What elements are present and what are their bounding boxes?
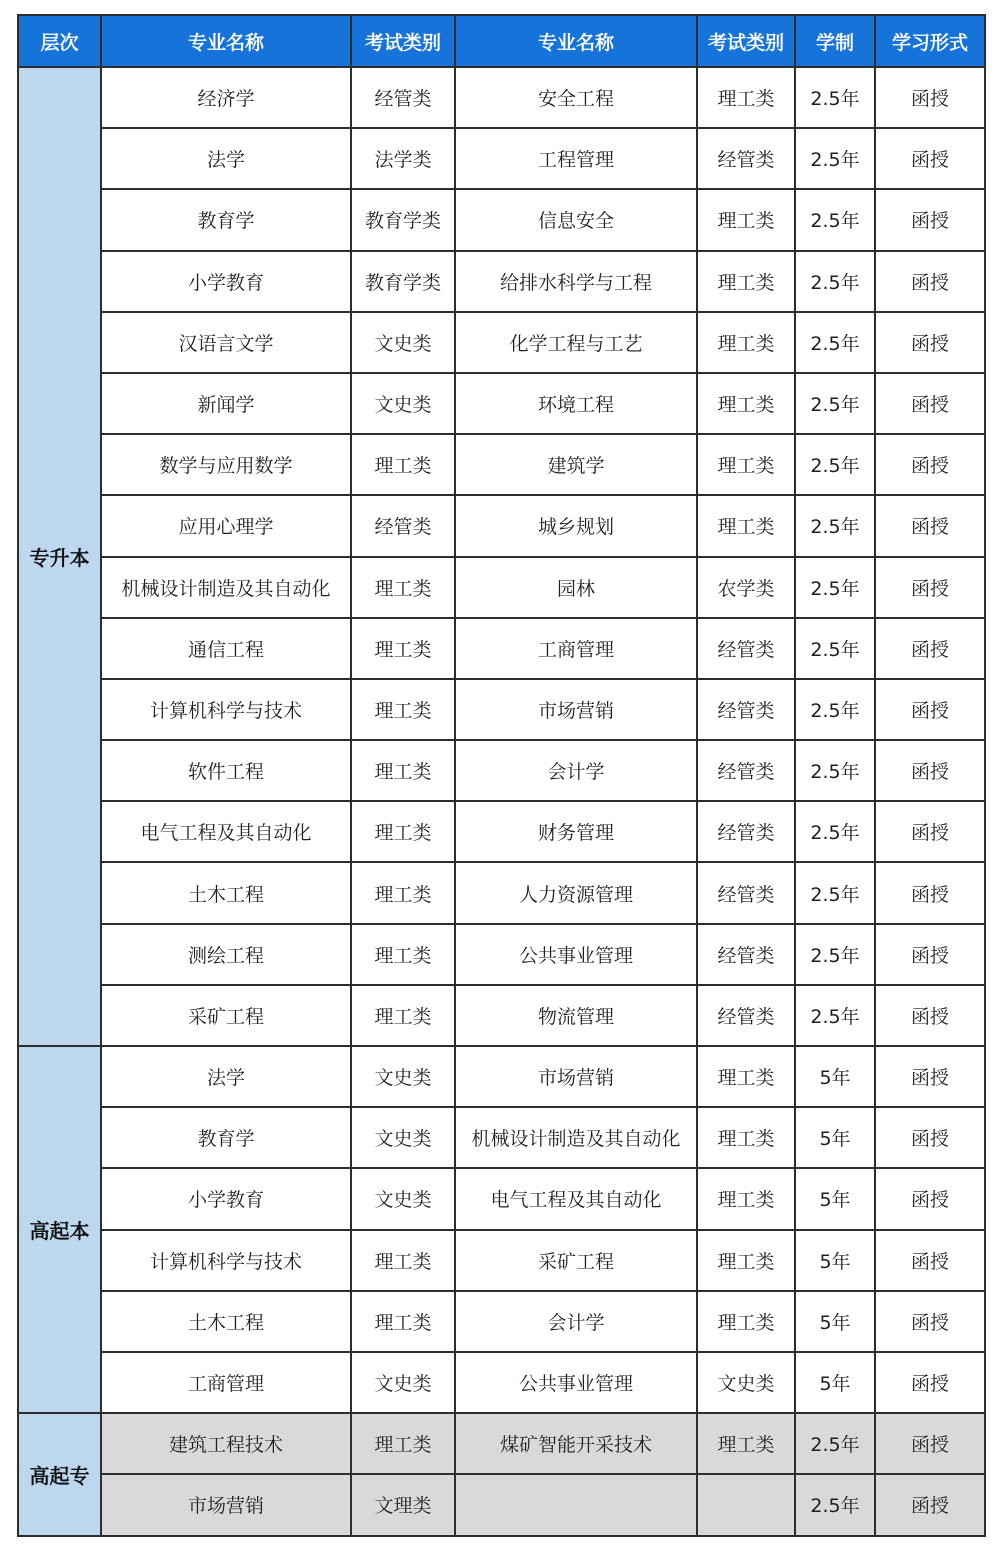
exam-category-1-cell: 理工类 [351,924,455,985]
table-row [18,373,985,434]
level-cell: 高起本 [18,1046,101,1413]
exam-category-2-cell: 理工类 [697,434,795,495]
exam-category-2-cell: 经管类 [697,985,795,1046]
major-name-2-cell: 安全工程 [455,67,697,128]
study-form-cell: 函授 [875,1474,985,1535]
header-study-form: 学习形式 [875,15,985,67]
major-name-1-cell: 土木工程 [101,1291,351,1352]
major-name-2-cell: 人力资源管理 [455,862,697,923]
table-row [18,1046,985,1107]
exam-category-1-cell: 法学类 [351,128,455,189]
study-form-cell: 函授 [875,679,985,740]
exam-category-1-cell: 理工类 [351,618,455,679]
major-name-2-cell: 财务管理 [455,801,697,862]
study-form-cell: 函授 [875,128,985,189]
table-row [18,801,985,862]
major-name-2-cell: 市场营销 [455,1046,697,1107]
table-row [18,985,985,1046]
study-form-cell: 函授 [875,1413,985,1474]
major-name-2-cell: 给排水科学与工程 [455,251,697,312]
table-row [18,740,985,801]
majors-table [17,14,986,1537]
table-row [18,679,985,740]
major-name-1-cell: 教育学 [101,189,351,250]
duration-cell: 2.5年 [795,862,875,923]
major-name-2-cell: 电气工程及其自动化 [455,1168,697,1229]
study-form-cell: 函授 [875,1046,985,1107]
study-form-cell: 函授 [875,801,985,862]
exam-category-1-cell: 文史类 [351,1046,455,1107]
study-form-cell: 函授 [875,373,985,434]
header-row [18,15,985,67]
exam-category-2-cell: 经管类 [697,740,795,801]
duration-cell: 5年 [795,1046,875,1107]
major-name-1-cell: 机械设计制造及其自动化 [101,557,351,618]
exam-category-2-cell: 经管类 [697,128,795,189]
major-name-2-cell: 公共事业管理 [455,924,697,985]
major-name-2-cell [455,1474,697,1535]
exam-category-2-cell: 理工类 [697,251,795,312]
major-name-2-cell: 市场营销 [455,679,697,740]
duration-cell: 2.5年 [795,557,875,618]
exam-category-2-cell: 经管类 [697,679,795,740]
exam-category-1-cell: 经管类 [351,67,455,128]
table-row [18,189,985,250]
study-form-cell: 函授 [875,1168,985,1229]
duration-cell: 2.5年 [795,1413,875,1474]
table-row [18,862,985,923]
exam-category-2-cell: 理工类 [697,1230,795,1291]
header-exam-category-1: 考试类别 [351,15,455,67]
exam-category-1-cell: 理工类 [351,1291,455,1352]
major-name-2-cell: 环境工程 [455,373,697,434]
level-cell: 专升本 [18,67,101,1046]
exam-category-1-cell: 教育学类 [351,189,455,250]
exam-category-1-cell: 理工类 [351,740,455,801]
major-name-1-cell: 汉语言文学 [101,312,351,373]
exam-category-1-cell: 理工类 [351,862,455,923]
exam-category-1-cell: 文理类 [351,1474,455,1535]
duration-cell: 2.5年 [795,373,875,434]
table-row [18,434,985,495]
exam-category-2-cell: 经管类 [697,924,795,985]
table-row [18,128,985,189]
major-name-2-cell: 工程管理 [455,128,697,189]
study-form-cell: 函授 [875,618,985,679]
major-name-1-cell: 软件工程 [101,740,351,801]
duration-cell: 5年 [795,1230,875,1291]
header-major-name-1: 专业名称 [101,15,351,67]
exam-category-1-cell: 理工类 [351,1230,455,1291]
exam-category-2-cell: 理工类 [697,312,795,373]
table-row [18,618,985,679]
major-name-1-cell: 测绘工程 [101,924,351,985]
table-row [18,1291,985,1352]
major-name-2-cell: 物流管理 [455,985,697,1046]
exam-category-1-cell: 理工类 [351,985,455,1046]
table-row [18,1474,985,1535]
major-name-1-cell: 小学教育 [101,251,351,312]
major-name-2-cell: 会计学 [455,740,697,801]
duration-cell: 2.5年 [795,128,875,189]
study-form-cell: 函授 [875,862,985,923]
exam-category-2-cell: 理工类 [697,373,795,434]
study-form-cell: 函授 [875,1291,985,1352]
table-row [18,1168,985,1229]
exam-category-1-cell: 理工类 [351,557,455,618]
level-cell: 高起专 [18,1413,101,1535]
major-name-1-cell: 经济学 [101,67,351,128]
table-row [18,1230,985,1291]
duration-cell: 2.5年 [795,985,875,1046]
major-name-1-cell: 计算机科学与技术 [101,1230,351,1291]
header-exam-category-2: 考试类别 [697,15,795,67]
study-form-cell: 函授 [875,67,985,128]
table-row [18,1107,985,1168]
study-form-cell: 函授 [875,1230,985,1291]
major-name-1-cell: 教育学 [101,1107,351,1168]
duration-cell: 2.5年 [795,312,875,373]
major-name-2-cell: 机械设计制造及其自动化 [455,1107,697,1168]
exam-category-2-cell: 文史类 [697,1352,795,1413]
major-name-2-cell: 化学工程与工艺 [455,312,697,373]
exam-category-1-cell: 经管类 [351,495,455,556]
major-name-2-cell: 公共事业管理 [455,1352,697,1413]
major-name-1-cell: 建筑工程技术 [101,1413,351,1474]
duration-cell: 5年 [795,1291,875,1352]
table-row [18,1413,985,1474]
duration-cell: 2.5年 [795,251,875,312]
study-form-cell: 函授 [875,985,985,1046]
exam-category-2-cell: 理工类 [697,1046,795,1107]
major-name-2-cell: 工商管理 [455,618,697,679]
exam-category-1-cell: 文史类 [351,312,455,373]
major-name-1-cell: 土木工程 [101,862,351,923]
table-row [18,251,985,312]
study-form-cell: 函授 [875,1107,985,1168]
exam-category-2-cell: 理工类 [697,189,795,250]
major-name-2-cell: 建筑学 [455,434,697,495]
table-body [18,67,985,1536]
major-name-2-cell: 会计学 [455,1291,697,1352]
exam-category-2-cell: 理工类 [697,1168,795,1229]
exam-category-1-cell: 教育学类 [351,251,455,312]
study-form-cell: 函授 [875,924,985,985]
exam-category-2-cell: 理工类 [697,1413,795,1474]
major-name-1-cell: 应用心理学 [101,495,351,556]
header-duration: 学制 [795,15,875,67]
major-name-2-cell: 采矿工程 [455,1230,697,1291]
duration-cell: 2.5年 [795,924,875,985]
study-form-cell: 函授 [875,189,985,250]
major-name-2-cell: 信息安全 [455,189,697,250]
major-name-1-cell: 通信工程 [101,618,351,679]
table-row [18,924,985,985]
duration-cell: 5年 [795,1352,875,1413]
major-name-2-cell: 园林 [455,557,697,618]
major-name-1-cell: 小学教育 [101,1168,351,1229]
major-name-1-cell: 电气工程及其自动化 [101,801,351,862]
study-form-cell: 函授 [875,434,985,495]
exam-category-2-cell: 经管类 [697,801,795,862]
major-name-1-cell: 市场营销 [101,1474,351,1535]
study-form-cell: 函授 [875,1352,985,1413]
table-row [18,312,985,373]
header-major-name-2: 专业名称 [455,15,697,67]
exam-category-1-cell: 文史类 [351,1107,455,1168]
major-name-1-cell: 计算机科学与技术 [101,679,351,740]
duration-cell: 2.5年 [795,495,875,556]
major-name-1-cell: 新闻学 [101,373,351,434]
exam-category-1-cell: 文史类 [351,373,455,434]
duration-cell: 5年 [795,1107,875,1168]
duration-cell: 5年 [795,1168,875,1229]
table-row [18,557,985,618]
exam-category-1-cell: 文史类 [351,1352,455,1413]
study-form-cell: 函授 [875,557,985,618]
exam-category-2-cell: 理工类 [697,1107,795,1168]
major-name-1-cell: 工商管理 [101,1352,351,1413]
exam-category-2-cell: 理工类 [697,67,795,128]
exam-category-1-cell: 理工类 [351,801,455,862]
exam-category-1-cell: 理工类 [351,679,455,740]
study-form-cell: 函授 [875,251,985,312]
table-row [18,67,985,128]
major-name-1-cell: 采矿工程 [101,985,351,1046]
table-row [18,495,985,556]
exam-category-1-cell: 理工类 [351,434,455,495]
header-level: 层次 [18,15,101,67]
exam-category-2-cell: 农学类 [697,557,795,618]
duration-cell: 2.5年 [795,801,875,862]
major-name-2-cell: 城乡规划 [455,495,697,556]
duration-cell: 2.5年 [795,679,875,740]
major-name-1-cell: 法学 [101,1046,351,1107]
exam-category-2-cell: 理工类 [697,495,795,556]
exam-category-1-cell: 理工类 [351,1413,455,1474]
duration-cell: 2.5年 [795,740,875,801]
study-form-cell: 函授 [875,495,985,556]
exam-category-1-cell: 文史类 [351,1168,455,1229]
duration-cell: 2.5年 [795,1474,875,1535]
exam-category-2-cell: 理工类 [697,1291,795,1352]
exam-category-2-cell: 经管类 [697,618,795,679]
study-form-cell: 函授 [875,740,985,801]
duration-cell: 2.5年 [795,67,875,128]
duration-cell: 2.5年 [795,618,875,679]
major-name-1-cell: 法学 [101,128,351,189]
duration-cell: 2.5年 [795,189,875,250]
major-name-1-cell: 数学与应用数学 [101,434,351,495]
duration-cell: 2.5年 [795,434,875,495]
major-name-2-cell: 煤矿智能开采技术 [455,1413,697,1474]
exam-category-2-cell [697,1474,795,1535]
exam-category-2-cell: 经管类 [697,862,795,923]
table-row [18,1352,985,1413]
study-form-cell: 函授 [875,312,985,373]
